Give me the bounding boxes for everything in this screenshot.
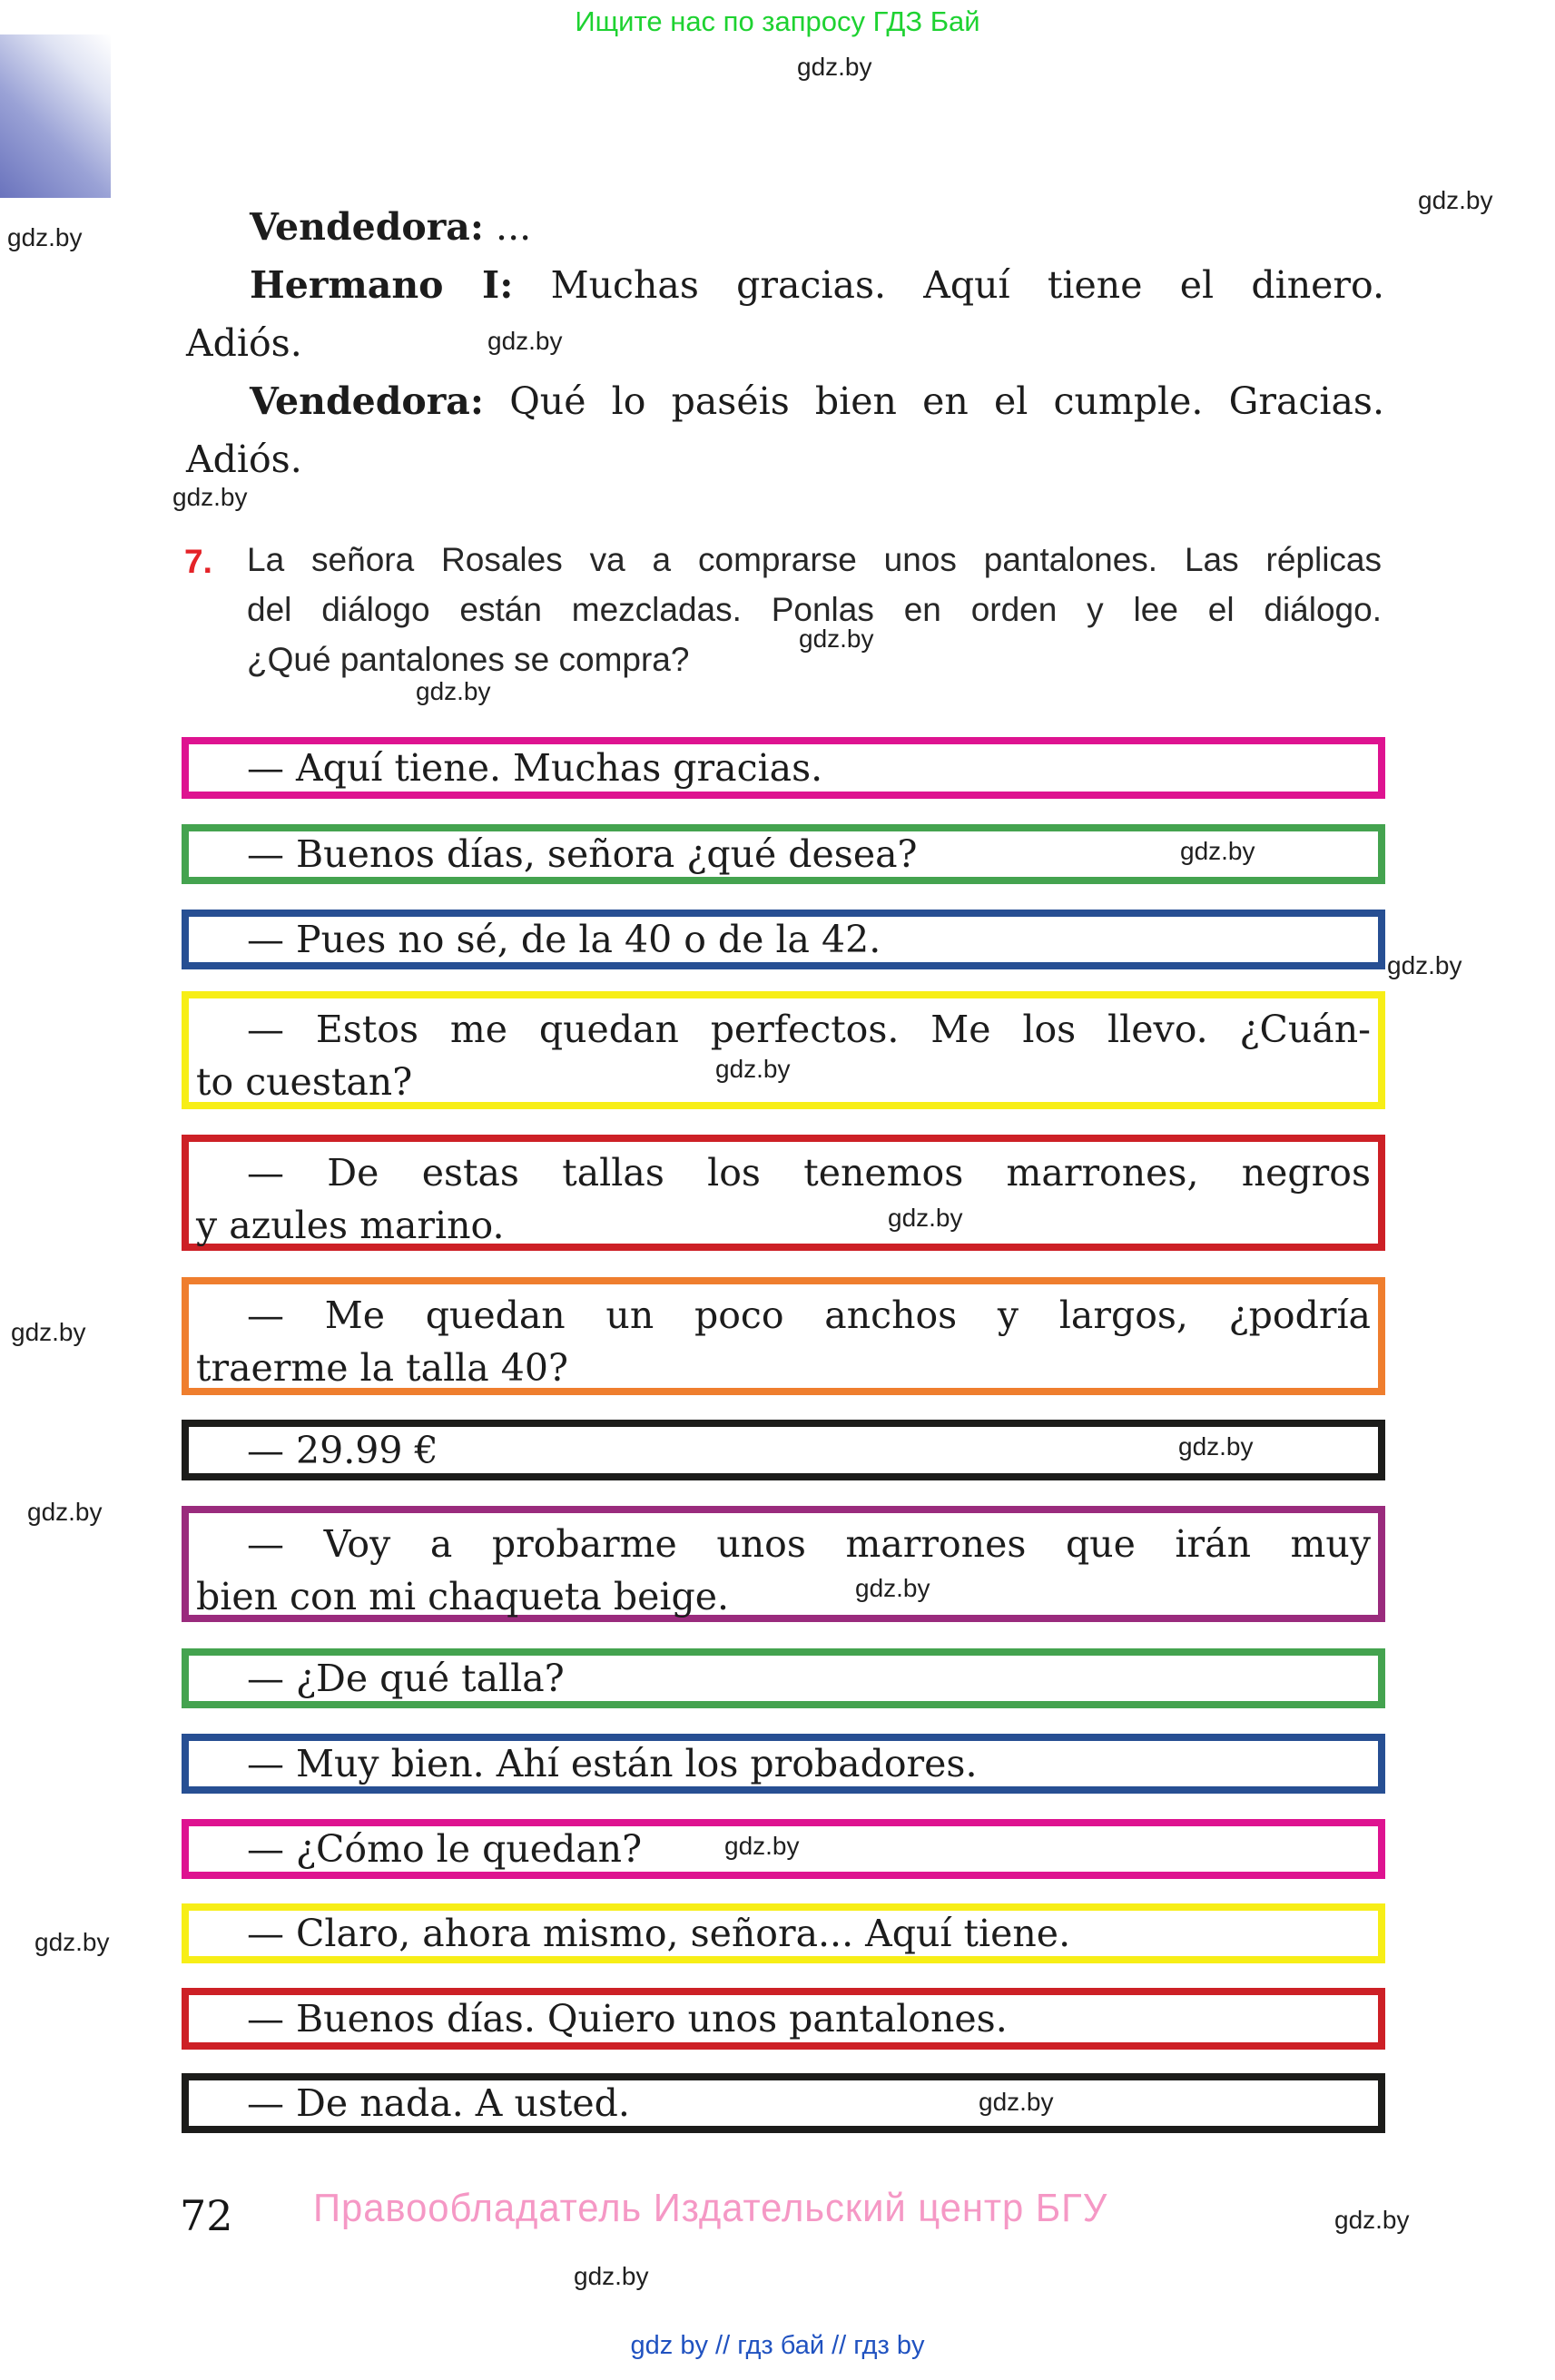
dialogue-box (182, 991, 1385, 1109)
watermark: gdz.by (888, 1204, 963, 1232)
exercise-number: 7. (184, 543, 212, 580)
dialogue-box (182, 1734, 1385, 1794)
exercise-text-line: ¿Qué pantalones se compra? (247, 641, 690, 678)
watermark: gdz.by (487, 327, 563, 355)
watermark: gdz.by (1387, 951, 1462, 979)
exercise-text-line: La señora Rosales va a comprarse unos pantalones. Las réplicas (247, 541, 1382, 578)
speaker-name: Hermano I: (250, 263, 514, 307)
copyright-notice: Правообладатель Издательский центр БГУ (313, 2186, 1108, 2230)
dialogue-box (182, 1135, 1385, 1251)
dialogue-text: Adiós. (186, 438, 302, 481)
box-text-line: — 29.99 € (247, 1428, 438, 1472)
dialogue-box (182, 2073, 1385, 2133)
box-text-line: — ¿Cómo le quedan? (247, 1827, 643, 1871)
dialogue-line (186, 378, 1384, 425)
dialogue-box (182, 1277, 1385, 1395)
dialogue-line (186, 320, 1384, 367)
dialogue-box (182, 910, 1385, 969)
watermark: gdz.by (797, 53, 872, 81)
box-text-line: — Buenos días. Quiero unos pantalones. (247, 1997, 1008, 2041)
watermark: gdz.by (979, 2088, 1054, 2116)
box-text-line: bien con mi chaqueta beige. (196, 1575, 730, 1618)
box-text-line: — Buenos días, señora ¿qué desea? (247, 832, 918, 876)
watermark: gdz.by (715, 1055, 791, 1083)
corner-gradient-decoration (0, 34, 111, 198)
promo-banner: Ищите нас по запросу ГДЗ Бай (575, 5, 980, 37)
watermark: gdz.by (724, 1832, 800, 1860)
watermark: gdz.by (799, 625, 874, 653)
page-number: 72 (180, 2191, 233, 2240)
watermark: gdz.by (7, 223, 83, 251)
box-text-line: — ¿De qué talla? (247, 1657, 565, 1700)
box-text-line: — Estos me quedan perfectos. Me los llevo. ¿Cuán- (247, 1008, 1371, 1051)
watermark: gdz.by (1418, 186, 1493, 214)
watermark: gdz.by (34, 1928, 110, 1956)
dialogue-box (182, 1988, 1385, 2050)
watermark: gdz.by (416, 677, 491, 705)
box-text-line: — Voy a probarme unos marrones que irán muy (247, 1522, 1371, 1566)
footer-links[interactable]: gdz by // гдз бай // гдз by (630, 2331, 925, 2360)
dialogue-text: Adiós. (186, 321, 302, 365)
dialogue-box (182, 1506, 1385, 1622)
dialogue-line (186, 203, 1384, 251)
box-text-line: — Claro, ahora mismo, señora... Aquí tiene. (247, 1912, 1071, 1955)
watermark: gdz.by (574, 2262, 649, 2290)
box-text-line: y azules marino. (196, 1204, 505, 1247)
dialogue-text: ... (484, 205, 532, 249)
watermark: gdz.by (172, 483, 248, 511)
watermark: gdz.by (27, 1498, 103, 1526)
box-text-line: — Me quedan un poco anchos y largos, ¿podría (247, 1293, 1371, 1337)
watermark: gdz.by (1334, 2206, 1410, 2234)
dialogue-box (182, 1648, 1385, 1708)
dialogue-line (186, 436, 1384, 483)
box-text-line: — Pues no sé, de la 40 o de la 42. (247, 918, 881, 961)
box-text-line: — De nada. A usted. (247, 2081, 630, 2125)
exercise-text-line: del diálogo están mezcladas. Ponlas en orden y lee el diálogo. (247, 591, 1382, 628)
speaker-name: Vendedora: (250, 379, 485, 423)
watermark: gdz.by (855, 1574, 930, 1602)
dialogue-text: Qué lo paséis bien en el cumple. Gracias. (484, 379, 1384, 423)
box-text-line: — Muy bien. Ahí están los probadores. (247, 1742, 978, 1785)
dialogue-line (186, 261, 1384, 309)
box-text-line: to cuestan? (196, 1060, 413, 1104)
watermark: gdz.by (1178, 1432, 1254, 1460)
dialogue-box (182, 737, 1385, 799)
watermark: gdz.by (1180, 837, 1255, 865)
watermark: gdz.by (11, 1318, 86, 1346)
speaker-name: Vendedora: (250, 205, 485, 249)
box-text-line: traerme la talla 40? (196, 1346, 568, 1390)
dialogue-text: Muchas gracias. Aquí tiene el dinero. (513, 263, 1384, 307)
dialogue-box (182, 1903, 1385, 1963)
box-text-line: — Aquí tiene. Muchas gracias. (247, 746, 823, 790)
box-text-line: — De estas tallas los tenemos marrones, negros (247, 1151, 1371, 1195)
